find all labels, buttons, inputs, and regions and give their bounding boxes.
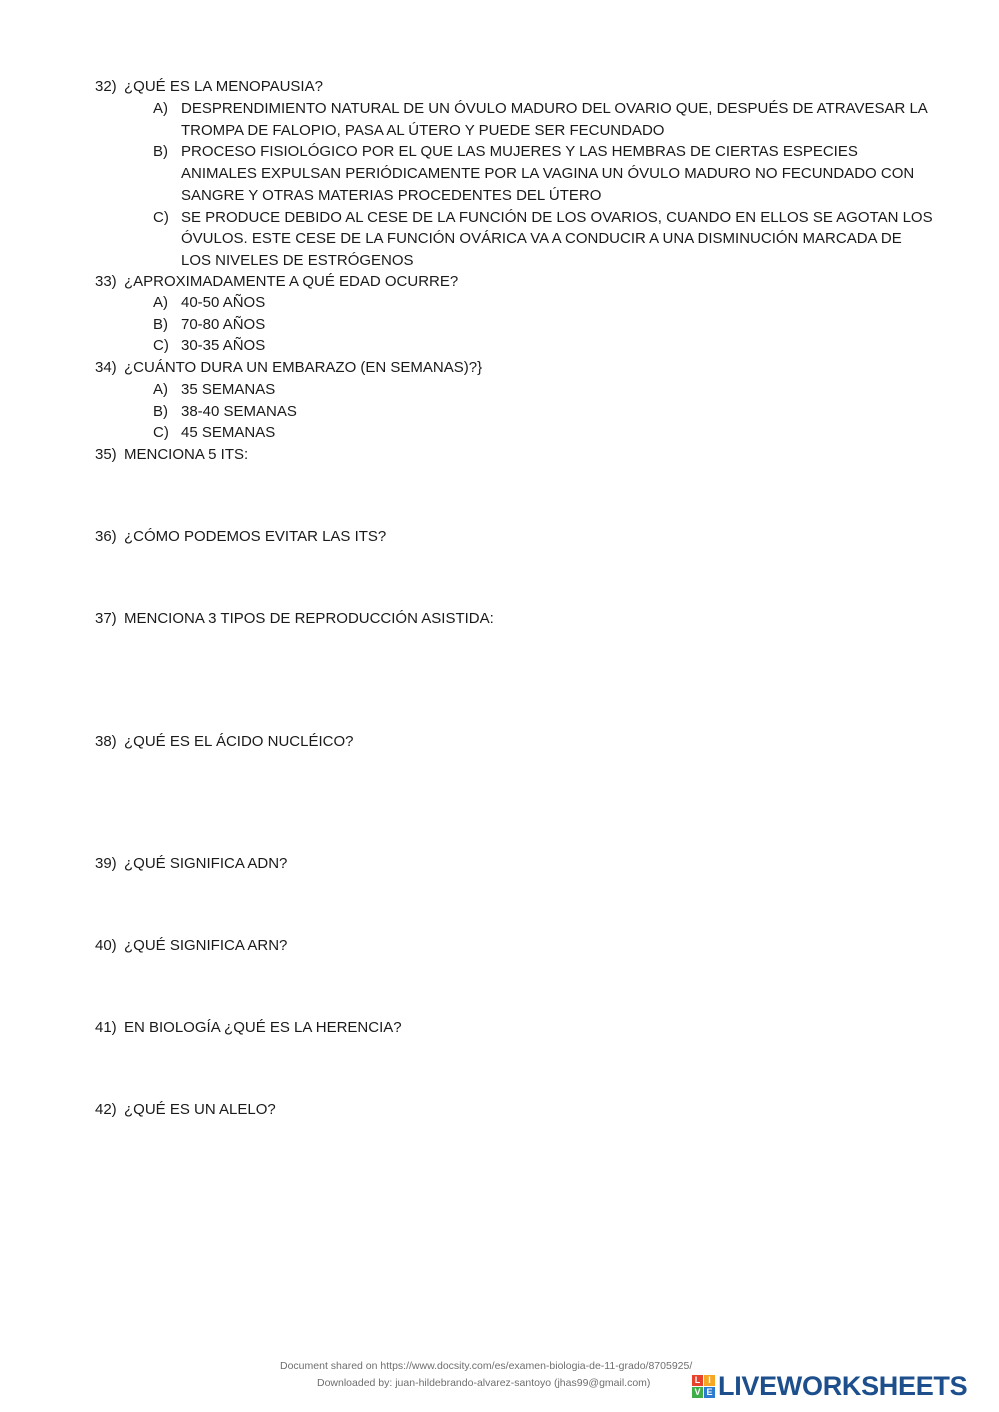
option-c: C) SE PRODUCE DEBIDO AL CESE DE LA FUNCIÓN DE LOS OVARIOS, CUANDO EN ELLOS SE AGOTAN LOS ÓVULOS. ESTE CESE DE LA FUNCIÓN OVÁRICA VA A CONDUCIR A UNA DISMINUCIÓN MARCADA DE LOS NIVELES DE ESTRÓGENOS bbox=[153, 208, 933, 269]
question-text: EN BIOLOGÍA ¿QUÉ ES LA HERENCIA? bbox=[124, 1019, 402, 1036]
question-text: ¿QUÉ ES LA MENOPAUSIA? bbox=[124, 78, 323, 95]
question-38 bbox=[95, 731, 354, 753]
option-a: A) 40-50 AÑOS bbox=[153, 294, 266, 311]
option-c: C) 45 SEMANAS bbox=[153, 424, 276, 442]
footer-shared-link[interactable]: Document shared on https://www.docsity.com/es/examen-biologia-de-11-grado/8705925/ bbox=[280, 1360, 693, 1372]
logo-letter-e: E bbox=[704, 1387, 715, 1398]
logo-icon bbox=[692, 1375, 715, 1398]
option-a: A) DESPRENDIMIENTO NATURAL DE UN ÓVULO MADURO DEL OVARIO QUE, DESPUÉS DE ATRAVESAR LA TROMPA DE FALOPIO, PASA AL ÚTERO Y PUEDE SER FECUNDADO bbox=[153, 100, 927, 139]
question-41 bbox=[95, 1017, 402, 1039]
question-35 bbox=[95, 444, 248, 466]
question-33 bbox=[95, 271, 458, 293]
question-34 bbox=[95, 357, 482, 379]
question-number: 41) bbox=[95, 1019, 117, 1036]
question-number: 32) bbox=[95, 78, 117, 95]
question-36 bbox=[95, 526, 386, 548]
question-42 bbox=[95, 1099, 276, 1121]
liveworksheets-logo bbox=[692, 1373, 967, 1400]
option-b: B) 38-40 SEMANAS bbox=[153, 402, 297, 420]
question-text: ¿QUÉ SIGNIFICA ARN? bbox=[124, 937, 288, 954]
question-number: 35) bbox=[95, 446, 117, 463]
question-number: 42) bbox=[95, 1101, 117, 1118]
logo-letter-i: I bbox=[704, 1375, 715, 1386]
question-number: 40) bbox=[95, 937, 117, 954]
question-40 bbox=[95, 935, 287, 957]
question-32-options bbox=[153, 98, 933, 272]
question-number: 37) bbox=[95, 610, 117, 627]
question-37 bbox=[95, 608, 494, 630]
question-text: ¿CUÁNTO DURA UN EMBARAZO (EN SEMANAS)?} bbox=[124, 359, 483, 376]
question-text: ¿APROXIMADAMENTE A QUÉ EDAD OCURRE? bbox=[124, 273, 459, 290]
question-34-options bbox=[153, 379, 933, 444]
question-number: 38) bbox=[95, 733, 117, 750]
logo-letter-v: V bbox=[692, 1387, 703, 1398]
option-b: B) 70-80 AÑOS bbox=[153, 315, 266, 333]
question-text: MENCIONA 3 TIPOS DE REPRODUCCIÓN ASISTIDA: bbox=[124, 610, 494, 627]
question-39 bbox=[95, 853, 287, 875]
question-number: 34) bbox=[95, 359, 117, 376]
question-text: ¿QUÉ ES EL ÁCIDO NUCLÉICO? bbox=[124, 733, 354, 750]
question-text: ¿QUÉ SIGNIFICA ADN? bbox=[124, 855, 288, 872]
question-number: 33) bbox=[95, 273, 117, 290]
question-33-options bbox=[153, 292, 933, 357]
logo-wordmark: LIVEWORKSHEETS bbox=[718, 1371, 968, 1401]
question-text: ¿CÓMO PODEMOS EVITAR LAS ITS? bbox=[124, 528, 387, 545]
logo-letter-l: L bbox=[692, 1375, 703, 1386]
option-a: A) 35 SEMANAS bbox=[153, 381, 276, 398]
footer-downloaded-by: Downloaded by: juan-hildebrando-alvarez-santoyo (jhas99@gmail.com) bbox=[317, 1377, 651, 1389]
question-number: 39) bbox=[95, 855, 117, 872]
question-text: MENCIONA 5 ITS: bbox=[124, 446, 249, 463]
option-b: B) PROCESO FISIOLÓGICO POR EL QUE LAS MUJERES Y LAS HEMBRAS DE CIERTAS ESPECIES ANIMALES EXPULSAN PERIÓDICAMENTE POR LA VAGINA UN ÓVULO MADURO NO FECUNDADO CON SANGRE Y OTRAS MATERIAS PROCEDENTES DEL ÚTERO bbox=[153, 143, 915, 204]
question-text: ¿QUÉ ES UN ALELO? bbox=[124, 1101, 276, 1118]
question-number: 36) bbox=[95, 528, 117, 545]
option-c: C) 30-35 AÑOS bbox=[153, 337, 266, 355]
question-32 bbox=[95, 76, 323, 98]
